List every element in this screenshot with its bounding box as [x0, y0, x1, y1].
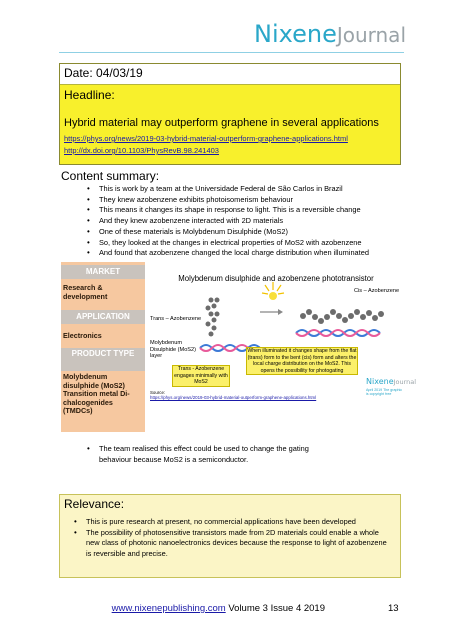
figure-logo-note: April 2019 The graphic is copyright free — [366, 388, 403, 397]
mos2-layer-label: Molybdenum Disulphide (MoS2) layer — [150, 340, 197, 360]
relevance-label: Relevance: — [64, 497, 125, 511]
footer-issue: Volume 3 Issue 4 2019 — [228, 603, 325, 614]
page-number: 13 — [388, 603, 399, 614]
relevance-item: • The possibility of photosensitive transistors made from 2D materials could enable a whole new class of photonic nanoelectronics devices because the response to light of azobenzene is reversible and precise. — [66, 528, 394, 560]
application-value: Electronics — [63, 331, 102, 340]
article-date: Date: 04/03/19 — [64, 66, 143, 80]
cis-label: Cis – Azobenzene — [354, 288, 400, 294]
light-rays-icon — [262, 282, 284, 300]
headline-row — [60, 85, 400, 164]
product-type-value: Molybdenum disulphide (MoS2) Transition metal Di-chalcogenides (TMDCs) — [63, 372, 130, 416]
headline-title: Hybrid material may outperform graphene in several applications — [64, 117, 379, 129]
relevance-box — [59, 494, 401, 578]
logo-sub: Journal — [336, 23, 406, 47]
source-link-doi[interactable]: http://dx.doi.org/10.1103/PhysRevB.98.241403 — [64, 146, 219, 155]
application-header: APPLICATION — [61, 310, 145, 324]
summary-item: • This means it changes its shape in response to light. This is a reversible change — [79, 205, 409, 216]
mos2-strand-right — [296, 330, 380, 336]
page-footer — [0, 603, 325, 614]
date-row — [60, 64, 400, 85]
transition-arrow-icon — [260, 309, 283, 315]
summary-list — [79, 184, 409, 259]
figure-title: Molybdenum disulphide and azobenzene phototransistor — [178, 274, 374, 283]
engage-note-box: Trans - Azobenzene engages minimally with MoS2 — [172, 365, 230, 387]
figure-source: Source: https://phys.org/news/2019-03-hybrid-material-outperform-graphene-applications.html — [150, 390, 317, 401]
market-value: Research & development — [63, 283, 108, 301]
after-figure-item: • The team realised this effect could be used to change the gating behaviour because MoS2 is a semiconductor. — [79, 444, 329, 465]
after-figure-list — [79, 444, 329, 465]
source-link-phys[interactable]: https://phys.org/news/2019-03-hybrid-material-outperform-graphene-applications.html — [64, 134, 348, 143]
summary-item: • So, they looked at the changes in electrical properties of MoS2 with azobenzene — [79, 238, 409, 249]
illumination-note-box: When illuminated it changes shape from the flat (trans) form to the bent (cis) form and alters the local charge distribution on the MoS2. This opens the possibility for photogating — [247, 348, 357, 374]
classification-panel — [61, 262, 145, 432]
relevance-item: • This is pure research at present, no commercial applications have been developed — [66, 517, 394, 528]
logo-main: Nixene — [254, 20, 337, 48]
market-header: MARKET — [61, 265, 145, 279]
summary-item: • They knew azobenzene exhibits photoisomerism behaviour — [79, 195, 409, 206]
figure-source-link[interactable]: https://phys.org/news/2019-03-hybrid-material-outperform-graphene-applications.html — [150, 395, 317, 401]
trans-azobenzene-molecule — [206, 298, 220, 337]
cis-azobenzene-molecule — [300, 309, 384, 324]
figure-logo: NixeneJournal — [366, 377, 417, 386]
summary-item: • This is work by a team at the Universidade Federal de São Carlos in Brazil — [79, 184, 409, 195]
journal-logo — [0, 20, 406, 48]
summary-item: • One of these materials is Molybdenum Disulphide (MoS2) — [79, 227, 409, 238]
header-divider — [59, 52, 404, 53]
content-summary-label: Content summary: — [61, 169, 160, 183]
headline-label: Headline: — [64, 88, 115, 102]
footer-website-link[interactable]: www.nixenepublishing.com — [111, 603, 226, 614]
relevance-list — [66, 517, 394, 560]
summary-item: • And found that azobenzene changed the local charge distribution when illuminated — [79, 248, 409, 259]
product-type-header: PRODUCT TYPE — [61, 348, 145, 371]
summary-item: • And they knew azobenzene interacted with 2D materials — [79, 216, 409, 227]
headline-box — [59, 63, 401, 165]
trans-label: Trans – Azobenzene — [150, 316, 202, 322]
phototransistor-figure — [148, 262, 417, 432]
